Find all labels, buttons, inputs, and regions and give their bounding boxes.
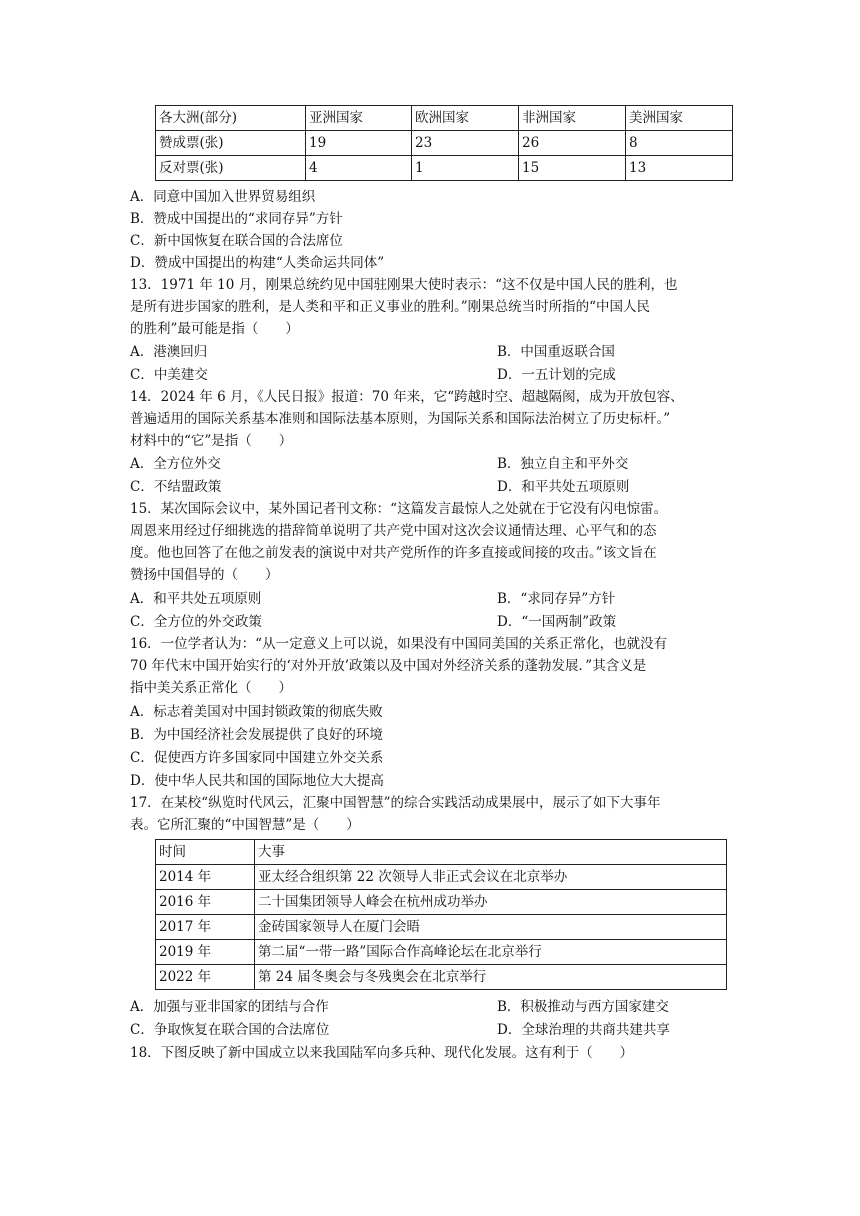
- table-cell: 亚太经合组织第 22 次领导人非正式会议在北京举办: [255, 865, 727, 890]
- q15-option-c: C．全方位的外交政策: [130, 614, 262, 630]
- q16-option-a: A．标志着美国对中国封锁政策的彻底失败: [130, 704, 383, 720]
- q13-stem-line: 的胜利”最可能是指（ ）: [130, 321, 299, 337]
- q16-stem-line: 16．一位学者认为：“从一定意义上可以说，如果没有中国同美国的关系正常化，也就没有: [130, 636, 668, 652]
- q12-option-b: B．赞成中国提出的“求同存异”方针: [130, 211, 343, 227]
- table-cell: 第 24 届冬奥会与冬残奥会在北京举行: [255, 965, 727, 990]
- q12-option-d: D．赞成中国提出的构建“人类命运共同体”: [130, 255, 385, 271]
- q13-option-d: D．一五计划的完成: [497, 367, 616, 383]
- q16-stem-line: 指中美关系正常化（ ）: [130, 680, 292, 696]
- q15-option-b: B．“求同存异”方针: [497, 591, 616, 607]
- q16-stem-line: 70 年代末中国开始实行的‘对外开放’政策以及中国对外经济关系的蓬勃发展．”其含义是: [130, 658, 647, 674]
- table-cell: 2019 年: [156, 940, 255, 965]
- table-row: [156, 865, 727, 890]
- q13-option-b: B．中国重返联合国: [497, 344, 615, 360]
- q16-option-b: B．为中国经济社会发展提供了良好的环境: [130, 727, 383, 743]
- table-cell: 2022 年: [156, 965, 255, 990]
- table-cell: 时间: [156, 840, 255, 865]
- table-cell: 亚洲国家: [306, 106, 412, 131]
- table-cell: 2016 年: [156, 890, 255, 915]
- table-cell: 大事: [255, 840, 727, 865]
- table-row: [156, 131, 733, 156]
- table-cell: 13: [626, 156, 733, 181]
- q13-option-c: C．中美建交: [130, 367, 208, 383]
- table-cell: 1: [412, 156, 519, 181]
- q15-stem-line: 15．某次国际会议中，某外国记者刊文称：“这篇发言最惊人之处就在于它没有闪电惊雷。: [130, 501, 668, 517]
- q16-option-d: D．使中华人民共和国的国际地位大大提高: [130, 773, 384, 789]
- q15-stem-line: 赞扬中国倡导的（ ）: [130, 567, 279, 583]
- table-cell: 二十国集团领导人峰会在杭州成功举办: [255, 890, 727, 915]
- table-cell: 非洲国家: [519, 106, 626, 131]
- q16-option-c: C．促使西方许多国家同中国建立外交关系: [130, 750, 384, 766]
- table-cell: 赞成票(张): [156, 131, 306, 156]
- table-cell: 欧洲国家: [412, 106, 519, 131]
- table-cell: 金砖国家领导人在厦门会晤: [255, 915, 727, 940]
- table-cell: 19: [306, 131, 412, 156]
- table-cell: 美洲国家: [626, 106, 733, 131]
- q17-option-b: B．积极推动与西方国家建交: [497, 999, 669, 1015]
- table-row: [156, 840, 727, 865]
- q15-option-d: D．“一国两制”政策: [497, 614, 617, 630]
- table-row: [156, 890, 727, 915]
- q14-option-b: B．独立自主和平外交: [497, 456, 629, 472]
- table-row: [156, 915, 727, 940]
- table-cell: 26: [519, 131, 626, 156]
- q13-stem-line: 是所有进步国家的胜利，是人类和平和正义事业的胜利。”刚果总统当时所指的“中国人民: [130, 299, 651, 315]
- table-row: [156, 156, 733, 181]
- q15-option-a: A．和平共处五项原则: [130, 591, 262, 607]
- q14-option-a: A．全方位外交: [130, 456, 221, 472]
- vote-table: [155, 105, 733, 181]
- table-cell: 15: [519, 156, 626, 181]
- table-cell: 反对票(张): [156, 156, 306, 181]
- q17-option-c: C．争取恢复在联合国的合法席位: [130, 1022, 330, 1038]
- q13-option-a: A．港澳回归: [130, 344, 208, 360]
- q15-stem-line: 度。他也回答了在他之前发表的演说中对共产党所作的许多直接或间接的攻击。”该文旨在: [130, 545, 657, 561]
- table-cell: 8: [626, 131, 733, 156]
- q12-option-c: C．新中国恢复在联合国的合法席位: [130, 233, 343, 249]
- table-cell: 4: [306, 156, 412, 181]
- q17-option-d: D．全球治理的共商共建共享: [497, 1022, 670, 1038]
- q15-stem-line: 周恩来用经过仔细挑选的措辞简单说明了共产党中国对这次会议通情达理、心平气和的态: [130, 523, 657, 539]
- table-cell: 2014 年: [156, 865, 255, 890]
- table-cell: 各大洲(部分): [156, 106, 306, 131]
- q18-stem-line: 18．下图反映了新中国成立以来我国陆军向多兵种、现代化发展。这有利于（ ）: [130, 1045, 634, 1061]
- q14-option-c: C．不结盟政策: [130, 479, 222, 495]
- q14-stem-line: 普遍适用的国际关系基本准则和国际法基本原则，为国际关系和国际法治树立了历史标杆。”: [130, 411, 671, 427]
- q13-stem-line: 13．1971 年 10 月，刚果总统约见中国驻刚果大使时表示：“这不仅是中国人民的胜利，也: [130, 277, 678, 293]
- table-row: [156, 106, 733, 131]
- q17-option-a: A．加强与亚非国家的团结与合作: [130, 999, 329, 1015]
- table-row: [156, 965, 727, 990]
- q14-option-d: D．和平共处五项原则: [497, 479, 630, 495]
- q12-option-a: A．同意中国加入世界贸易组织: [130, 189, 316, 205]
- q17-stem-line: 17．在某校“纵览时代风云，汇聚中国智慧”的综合实践活动成果展中，展示了如下大事年: [130, 795, 661, 811]
- q14-stem-line: 14．2024 年 6 月，《人民日报》报道：70 年来，它“跨越时空、超越隔阂，成为开放包容、: [130, 389, 684, 405]
- table-cell: 第二届“一带一路”国际合作高峰论坛在北京举行: [255, 940, 727, 965]
- table-row: [156, 940, 727, 965]
- q17-stem-line: 表。它所汇聚的“中国智慧”是（ ）: [130, 817, 360, 833]
- events-table: [155, 839, 727, 990]
- q14-stem-line: 材料中的“它”是指（ ）: [130, 433, 293, 449]
- table-cell: 23: [412, 131, 519, 156]
- table-cell: 2017 年: [156, 915, 255, 940]
